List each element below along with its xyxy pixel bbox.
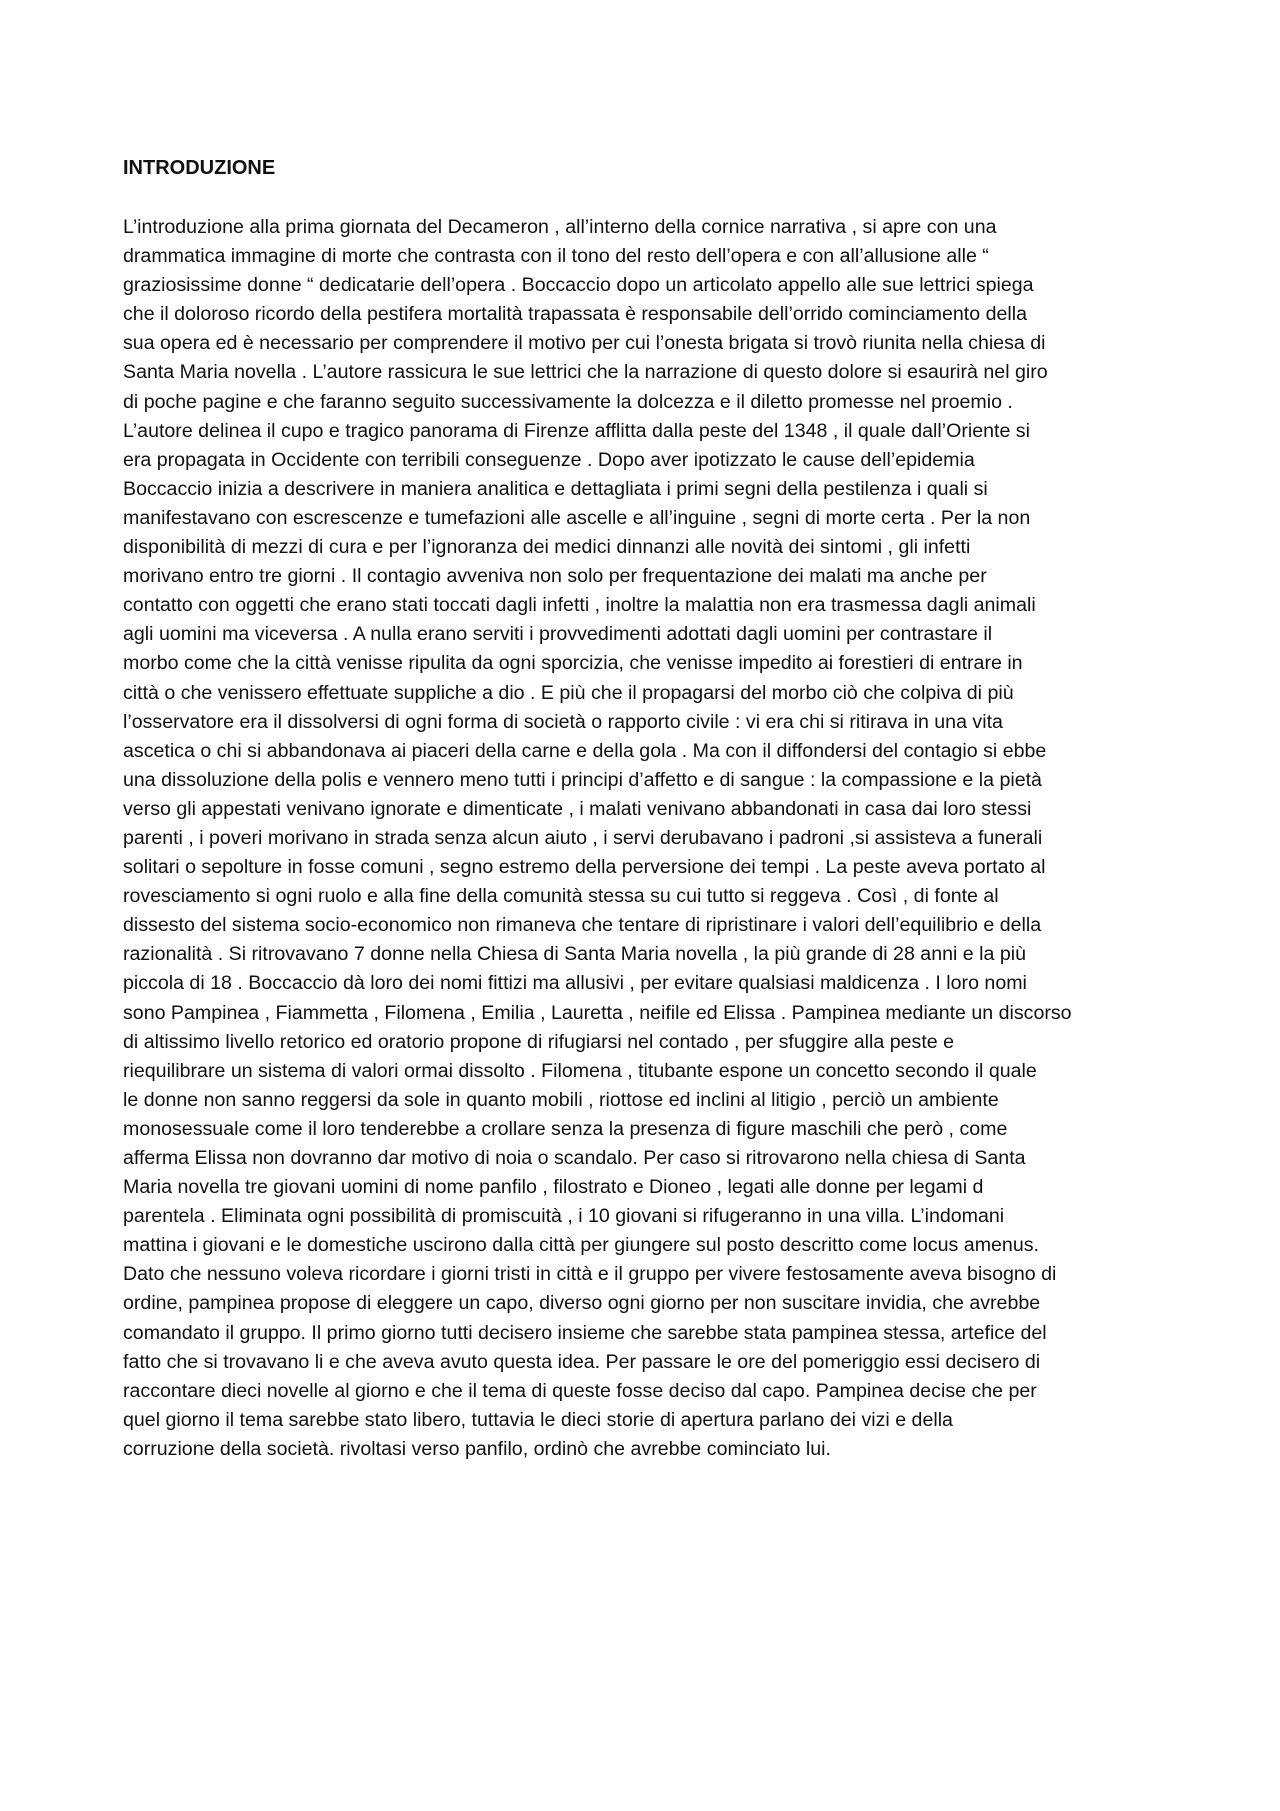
body-line: morbo come che la città venisse ripulita da ogni sporcizia, che venisse impedito ai forestieri di entrare in	[123, 652, 1023, 675]
body-line: monosessuale come il loro tenderebbe a crollare senza la presenza di figure maschili che però , come	[123, 1117, 1008, 1140]
body-line: Maria novella tre giovani uomini di nome panfilo , filostrato e Dioneo , legati alle donne per legami d	[123, 1176, 984, 1199]
body-line: graziosissime donne “ dedicatarie dell’opera . Boccaccio dopo un articolato appello alle sue lettrici spiega	[123, 274, 1034, 297]
body-line: parenti , i poveri morivano in strada senza alcun aiuto , i servi derubavano i padroni ,si assisteva a funerali	[123, 826, 1043, 849]
body-line: morivano entro tre giorni . Il contagio avveniva non solo per frequentazione dei malati ma anche per	[123, 565, 987, 588]
body-line: solitari o sepolture in fosse comuni , segno estremo della perversione dei tempi . La peste aveva portato al	[123, 856, 1046, 879]
body-line: mattina i giovani e le domestiche uscirono dalla città per giungere sul posto descritto come locus amenus.	[123, 1234, 1039, 1257]
body-line: manifestavano con escrescenze e tumefazioni alle ascelle e all’inguine , segni di morte certa . Per la non	[123, 506, 1031, 529]
body-line: L’introduzione alla prima giornata del Decameron , all’interno della cornice narrativa , si apre con una	[123, 216, 997, 238]
body-line: ascetica o chi si abbandonava ai piaceri della carne e della gola . Ma con il diffondersi del contagio si ebbe	[123, 739, 1047, 762]
body-line: città o che venissero effettuate suppliche a dio . E più che il propagarsi del morbo ciò che colpiva di più	[123, 681, 1014, 704]
document-heading: INTRODUZIONE	[123, 157, 276, 179]
body-line: Boccaccio inizia a descrivere in maniera analitica e dettagliata i primi segni della pestilenza i quali si	[123, 477, 988, 500]
body-line: le donne non sanno reggersi da sole in quanto mobili , riottose ed inclini al litigio , perciò un ambiente	[123, 1088, 999, 1111]
body-line: ordine, pampinea propose di eleggere un capo, diverso ogni giorno per non suscitare invidia, che avrebbe	[123, 1292, 1041, 1315]
body-line: che il doloroso ricordo della pestifera mortalità trapassata è responsabile dell’orrido cominciamento della	[123, 303, 1027, 326]
body-line: di poche pagine e che faranno seguito successivamente la dolcezza e il diletto promesse nel proemio .	[123, 390, 1013, 413]
body-line: disponibilità di mezzi di cura e per l’ignoranza dei medici dinnanzi alle novità dei sintomi , gli infetti	[123, 536, 971, 559]
body-line: verso gli appestati venivano ignorate e dimenticate , i malati venivano abbandonati in casa dai loro stessi	[123, 797, 1032, 820]
body-line: piccola di 18 . Boccaccio dà loro dei nomi fittizi ma allusivi , per evitare qualsiasi maldicenza . I loro nomi	[123, 972, 1027, 995]
body-line: agli uomini ma viceversa . A nulla erano serviti i provvedimenti adottati dagli uomini per contrastare il	[123, 623, 993, 646]
body-line: comandato il gruppo. Il primo giorno tutti decisero insieme che sarebbe stata pampinea stessa, artefice del	[123, 1321, 1047, 1344]
body-line: razionalità . Si ritrovavano 7 donne nella Chiesa di Santa Maria novella , la più grande di 28 anni e la più	[123, 943, 1026, 966]
body-line: afferma Elissa non dovranno dar motivo di noia o scandalo. Per caso si ritrovarono nella chiesa di Santa	[123, 1147, 1026, 1169]
body-line: quel giorno il tema sarebbe stato libero, tuttavia le dieci storie di apertura parlano dei vizi e della	[123, 1408, 953, 1431]
body-line: una dissoluzione della polis e vennero meno tutti i principi d’affetto e di sangue : la compassione e la pietà	[123, 768, 1042, 791]
body-line: sua opera ed è necessario per comprendere il motivo per cui l’onesta brigata si trovò riunita nella chiesa di	[123, 332, 1046, 355]
body-line: l’osservatore era il dissolversi di ogni forma di società o rapporto civile : vi era chi si ritirava in una vita	[123, 710, 1003, 733]
body-line: drammatica immagine di morte che contrasta con il tono del resto dell’opera e con all’allusione alle “	[123, 245, 989, 268]
body-line: corruzione della società. rivoltasi verso panfilo, ordinò che avrebbe cominciato lui.	[123, 1437, 831, 1460]
body-line: era propagata in Occidente con terribili conseguenze . Dopo aver ipotizzato le cause dell’epidemia	[123, 448, 975, 471]
body-line: parentela . Eliminata ogni possibilità di promiscuità , i 10 giovani si rifugeranno in una villa. L’indomani	[123, 1205, 1005, 1228]
body-line: fatto che si trovavano li e che aveva avuto questa idea. Per passare le ore del pomeriggio essi decisero di	[123, 1350, 1041, 1373]
body-line: sono Pampinea , Fiammetta , Filomena , Emilia , Lauretta , neifile ed Elissa . Pampinea mediante un discorso	[123, 1001, 1072, 1024]
body-line: riequilibrare un sistema di valori ormai dissolto . Filomena , titubante espone un concetto secondo il quale	[123, 1059, 1037, 1082]
body-line: contatto con oggetti che erano stati toccati dagli infetti , inoltre la malattia non era trasmessa dagli animali	[123, 594, 1036, 617]
body-line: Dato che nessuno voleva ricordare i giorni tristi in città e il gruppo per vivere festosamente aveva bisogno di	[123, 1263, 1057, 1286]
body-line: dissesto del sistema socio-economico non rimaneva che tentare di ripristinare i valori dell’equilibrio e della	[123, 914, 1042, 937]
body-line: rovesciamento si ogni ruolo e alla fine della comunità stessa su cui tutto si reggeva . Così , di fonte al	[123, 885, 999, 908]
body-line: raccontare dieci novelle al giorno e che il tema di queste fosse deciso dal capo. Pampinea decise che per	[123, 1379, 1037, 1402]
body-line: Santa Maria novella . L’autore rassicura le sue lettrici che la narrazione di questo dolore si esaurirà nel giro	[123, 361, 1048, 384]
body-line: L’autore delinea il cupo e tragico panorama di Firenze afflitta dalla peste del 1348 , il quale dall’Oriente si	[123, 419, 1030, 442]
document-body	[123, 213, 1173, 1464]
body-line: di altissimo livello retorico ed oratorio propone di rifugiarsi nel contado , per sfuggire alla peste e	[123, 1030, 955, 1053]
